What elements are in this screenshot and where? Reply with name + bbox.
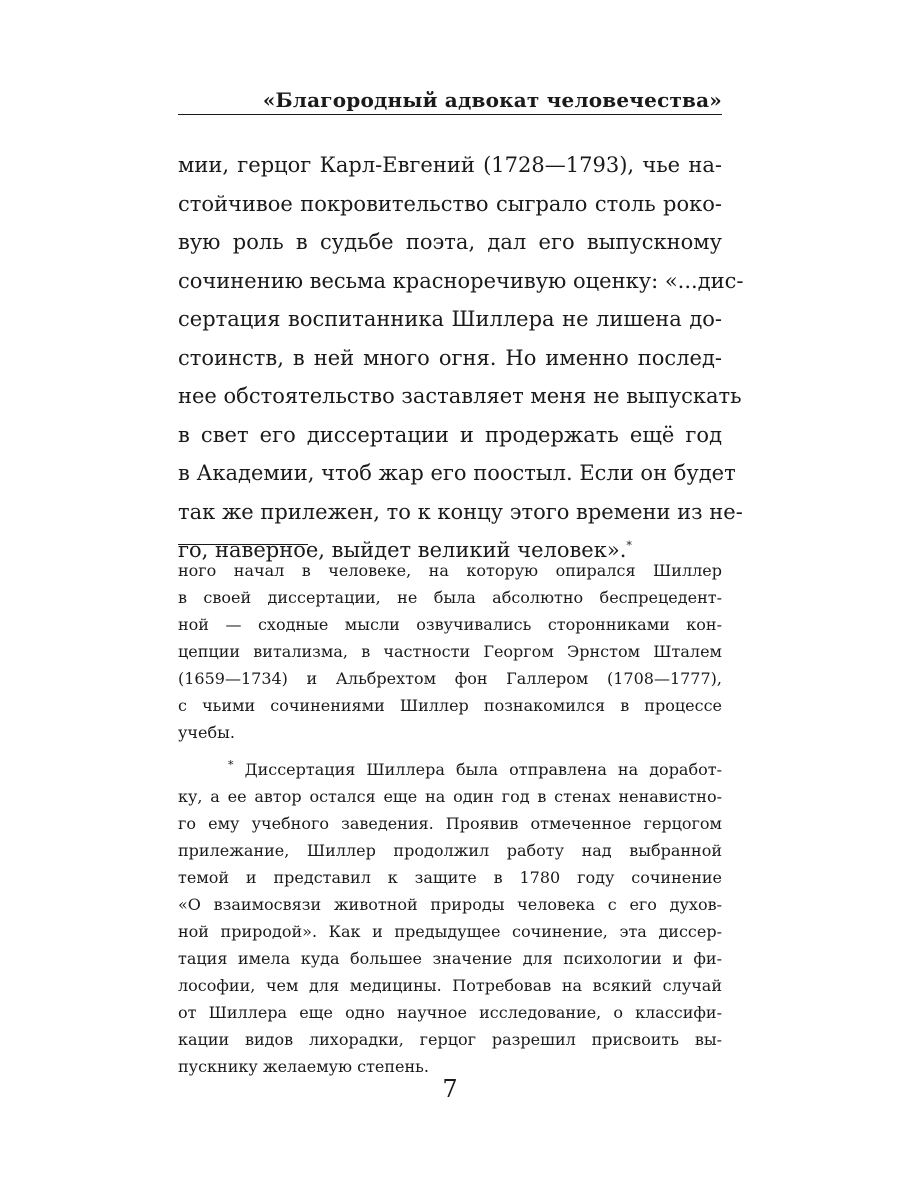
- main-text-line-content: го, наверное, выйдет великий человек».: [178, 538, 627, 562]
- footnote-line: прилежание, Шиллер продолжил работу над выбранной: [178, 841, 722, 860]
- footnote-line: цепции витализма, в частности Георгом Эрнстом Шталем: [178, 642, 722, 661]
- main-text-line: сертация воспитанника Шиллера не лишена до-: [178, 307, 722, 331]
- page-number: 7: [442, 1075, 458, 1103]
- running-head: «Благородный адвокат человечества»: [262, 88, 722, 112]
- footnote-line: ку, а ее автор остался еще на один год в стенах ненавистно-: [178, 787, 722, 806]
- footnote-line: с чьими сочинениями Шиллер познакомился в процессе: [178, 696, 722, 715]
- footnote-line: ного начал в человеке, на которую опирался Шиллер: [178, 561, 722, 580]
- footnote-gap: [178, 746, 722, 756]
- footnote-line: ной — сходные мысли озвучивались сторонниками кон-: [178, 615, 722, 634]
- footnote-line: пускнику желаемую степень.: [178, 1057, 429, 1076]
- main-text-line: сочинению весьма красноречивую оценку: «...дис-: [178, 268, 744, 293]
- footnote-line: кации видов лихорадки, герцог разрешил присвоить вы-: [178, 1030, 722, 1049]
- footnote-line: в своей диссертации, не была абсолютно беспрецедент-: [178, 588, 722, 607]
- footnote-line: «О взаимосвязи животной природы человека с его духов-: [178, 895, 722, 914]
- main-text-line: стоинств, в ней много огня. Но именно послед-: [178, 345, 722, 370]
- footnotes: [178, 557, 722, 1080]
- footnote-line: [178, 756, 722, 783]
- main-text-line: мии, герцог Карл-Евгений (1728—1793), чье на-: [178, 153, 722, 177]
- footnote-marker: *: [228, 758, 234, 772]
- header-rule: [178, 114, 722, 115]
- main-text-line: вую роль в судьбе поэта, дал его выпускному: [178, 230, 722, 254]
- main-text: [178, 146, 744, 570]
- footnote-line: от Шиллера еще одно научное исследование, о классифи-: [178, 1003, 722, 1022]
- main-text-line: стойчивое покровительство сыграло столь роко-: [178, 191, 722, 216]
- footnote-line-content: Диссертация Шиллера была отправлена на доработ-: [244, 760, 722, 779]
- main-text-line: в свет его диссертации и продержать ещё год: [178, 422, 722, 447]
- footnote-line: тация имела куда большее значение для психологии и фи-: [178, 949, 722, 968]
- footnote-line: го ему учебного заведения. Проявив отмеченное герцогом: [178, 814, 722, 833]
- main-text-line: в Академии, чтоб жар его поостыл. Если он будет: [178, 461, 736, 485]
- footnote-line: (1659—1734) и Альбрехтом фон Галлером (1708—1777),: [178, 669, 722, 688]
- main-text-line: нее обстоятельство заставляет меня не выпускать: [178, 384, 742, 408]
- footnote-line: ной природой». Как и предыдущее сочинение, эта диссер-: [178, 922, 722, 941]
- footnote-line: лософии, чем для медицины. Потребовав на всякий случай: [178, 976, 722, 995]
- footnote-line: учебы.: [178, 723, 235, 742]
- footnote-reference-marker: *: [626, 539, 632, 552]
- main-text-line: так же прилежен, то к концу этого времени из не-: [178, 499, 743, 524]
- footnote-rule: [178, 544, 308, 545]
- footnote-line: темой и представил к защите в 1780 году сочинение: [178, 868, 722, 887]
